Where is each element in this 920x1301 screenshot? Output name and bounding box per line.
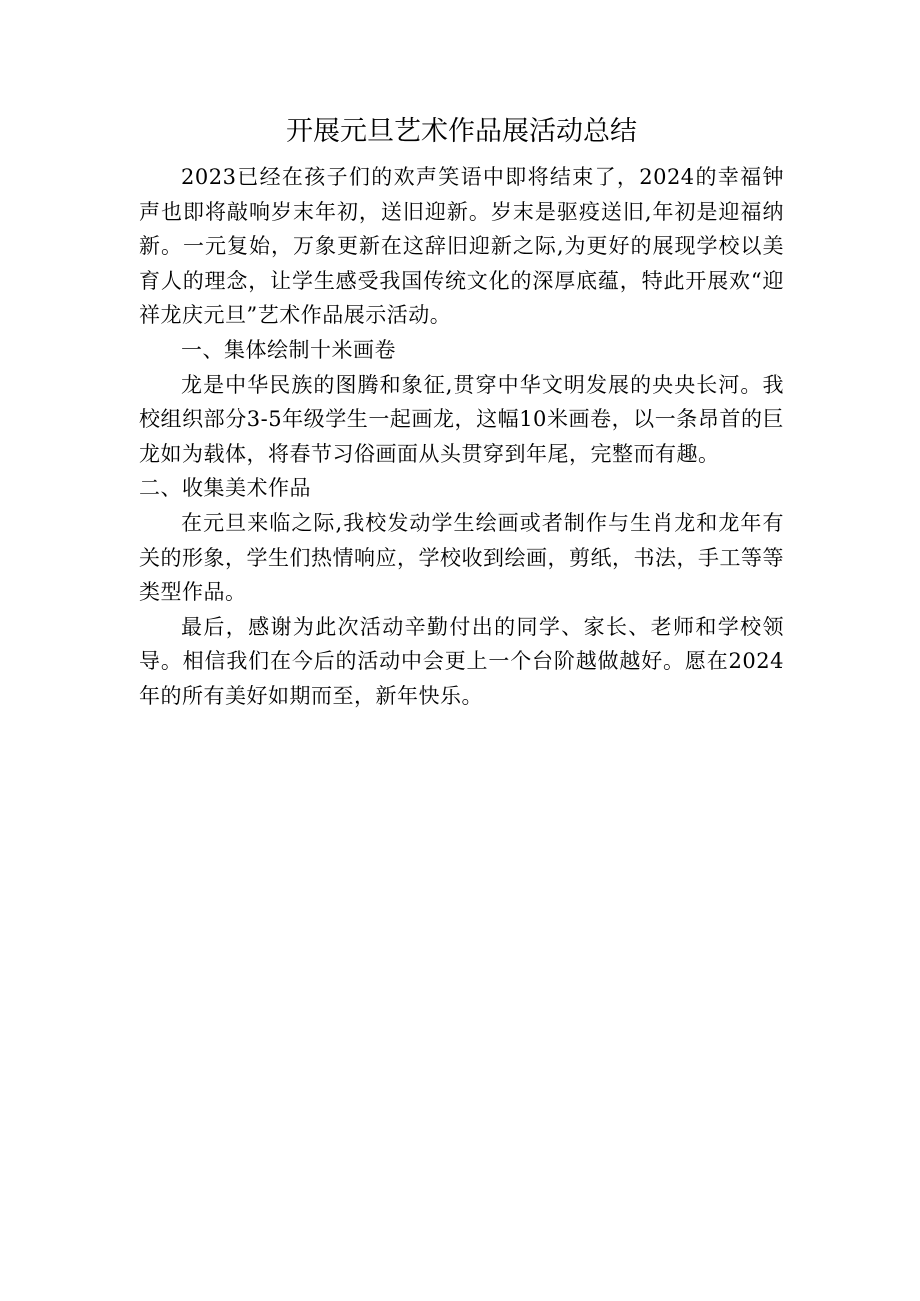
section-1-paragraph: 龙是中华民族的图腾和象征,贯穿中华文明发展的央央长河。我校组织部分3-5年级学生一起画龙，这幅10米画卷，以一条昂首的巨龙如为载体，将春节习俗画面从头贯穿到年尾，完整而有趣。 <box>139 372 784 466</box>
intro-paragraph: 2023已经在孩子们的欢声笑语中即将结束了，2024的幸福钟声也即将敲响岁末年初，送旧迎新。岁末是驱疫送旧,年初是迎福纳新。一元复始，万象更新在这辞旧迎新之际,为更好的展现学校以美育人的理念，让学生感受我国传统文化的深厚底蕴，特此开展欢“迎祥龙庆元旦”艺术作品展示活动。 <box>139 165 784 328</box>
section-2-paragraph: 在元旦来临之际,我校发动学生绘画或者制作与生肖龙和龙年有关的形象，学生们热情响应，学校收到绘画，剪纸，书法，手工等等类型作品。 <box>139 510 784 605</box>
section-2-heading: 二、收集美术作品 <box>139 476 311 501</box>
section-1-heading: 一、集体绘制十米画卷 <box>181 337 396 362</box>
document-title: 开展元旦艺术作品展活动总结 <box>286 116 637 147</box>
document-body <box>139 110 784 714</box>
closing-paragraph: 最后，感谢为此次活动辛勤付出的同学、家长、老师和学校领导。相信我们在今后的活动中会更上一个台阶越做越好。愿在2024年的所有美好如期而至，新年快乐。 <box>139 614 784 708</box>
